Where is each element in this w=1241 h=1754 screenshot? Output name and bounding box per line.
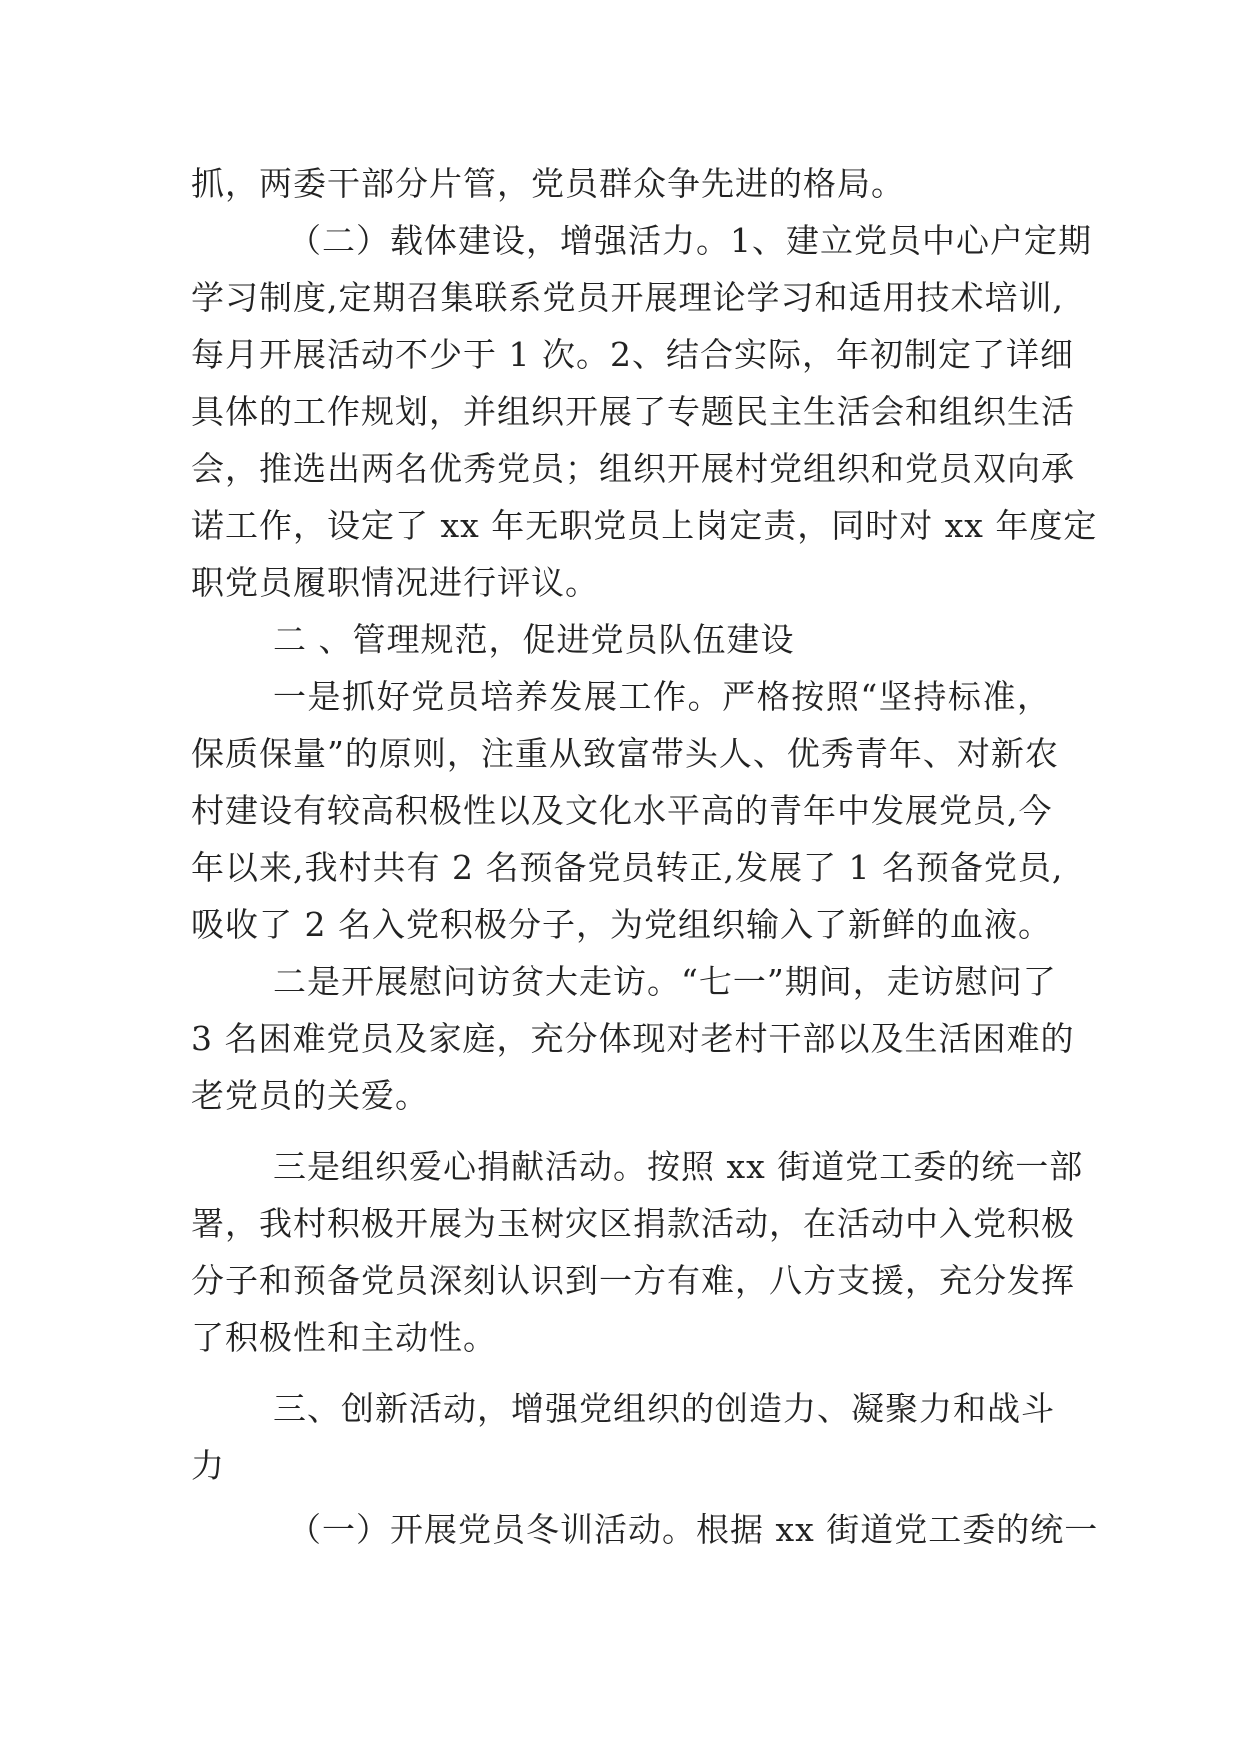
text-line: 署，我村积极开展为玉树灾区捐款活动，在活动中入党积极 bbox=[191, 1204, 1075, 1243]
text-line: 分子和预备党员深刻认识到一方有难，八方支援，充分发挥 bbox=[191, 1261, 1075, 1300]
text-line: 学习制度,定期召集联系党员开展理论学习和适用技术培训, bbox=[191, 278, 1064, 317]
text-line: 村建设有较高积极性以及文化水平高的青年中发展党员,今 bbox=[191, 791, 1053, 830]
section-heading: 二 、管理规范，促进党员队伍建设 bbox=[273, 620, 795, 659]
text-line: 诺工作，设定了 xx 年无职党员上岗定责，同时对 xx 年度定 bbox=[191, 506, 1098, 545]
text-line: 保质保量”的原则，注重从致富带头人、优秀青年、对新农 bbox=[191, 734, 1059, 773]
text-line: 吸收了 2 名入党积极分子，为党组织输入了新鲜的血液。 bbox=[191, 905, 1052, 944]
text-line: 一是抓好党员培养发展工作。严格按照“坚持标准， bbox=[273, 677, 1051, 716]
text-line: 了积极性和主动性。 bbox=[191, 1318, 497, 1357]
text-line: 老党员的关爱。 bbox=[191, 1076, 429, 1115]
text-line: 二是开展慰问访贫大走访。“七一”期间，走访慰问了 bbox=[273, 962, 1057, 1001]
text-line: 职党员履职情况进行评议。 bbox=[191, 563, 599, 602]
text-line: 抓，两委干部分片管，党员群众争先进的格局。 bbox=[191, 164, 905, 203]
text-line: 具体的工作规划，并组织开展了专题民主生活会和组织生活 bbox=[191, 392, 1075, 431]
text-line: （一）开展党员冬训活动。根据 xx 街道党工委的统一 bbox=[288, 1510, 1099, 1549]
section-heading: 三、创新活动，增强党组织的创造力、凝聚力和战斗 bbox=[273, 1389, 1055, 1428]
section-heading: 力 bbox=[191, 1446, 225, 1485]
text-line: 会，推选出两名优秀党员；组织开展村党组织和党员双向承 bbox=[191, 449, 1075, 488]
text-line: 三是组织爱心捐献活动。按照 xx 街道党工委的统一部 bbox=[273, 1147, 1084, 1186]
text-line: 3 名困难党员及家庭，充分体现对老村干部以及生活困难的 bbox=[191, 1019, 1075, 1058]
text-line: 年以来,我村共有 2 名预备党员转正,发展了 1 名预备党员, bbox=[191, 848, 1064, 887]
text-line: 每月开展活动不少于 1 次。2、结合实际，年初制定了详细 bbox=[191, 335, 1074, 374]
text-line: （二）载体建设，增强活力。1、建立党员中心户定期 bbox=[288, 221, 1092, 260]
